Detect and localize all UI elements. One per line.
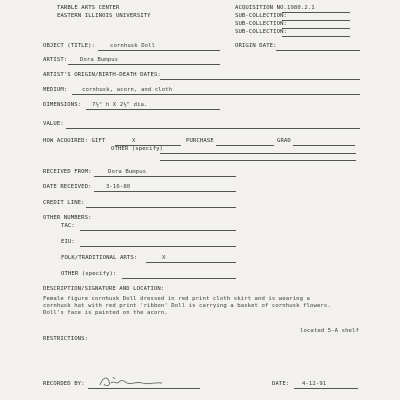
purchase-line bbox=[216, 145, 274, 146]
folk-traditional-value: X bbox=[162, 255, 166, 261]
dimensions-line bbox=[86, 109, 220, 110]
date-received-line bbox=[94, 191, 236, 192]
grad-line bbox=[293, 145, 355, 146]
sub-collection-label-1: SUB-COLLECTION: bbox=[235, 13, 288, 19]
recorded-by-label: RECORDED BY: bbox=[43, 381, 85, 387]
received-from-line bbox=[94, 176, 236, 177]
object-title-value: cornhusk Doll bbox=[110, 43, 156, 49]
other-numbers-label: OTHER NUMBERS: bbox=[43, 215, 92, 221]
date-value: 4-12-91 bbox=[302, 381, 327, 387]
purchase-label: PURCHASE bbox=[186, 138, 214, 144]
artist-origin-line bbox=[160, 79, 360, 80]
description-line-1: Female figure cornhusk Doll dressed in red print cloth skirt and is wearing a bbox=[43, 296, 311, 302]
description-line-3: Doll's face is painted on the acorn. bbox=[43, 310, 168, 316]
date-received-value: 3-16-80 bbox=[106, 184, 131, 190]
acquisition-label: ACQUISITION NO. bbox=[235, 5, 288, 11]
org-university: EASTERN ILLINOIS UNIVERSITY bbox=[57, 13, 151, 19]
other-specify-line bbox=[160, 153, 356, 154]
object-title-line bbox=[98, 50, 220, 51]
artist-origin-label: ARTIST'S ORIGIN/BIRTH-DEATH DATES: bbox=[43, 72, 161, 78]
gift-mark: X bbox=[132, 138, 136, 144]
medium-label: MEDIUM: bbox=[43, 87, 68, 93]
dimensions-value: 7½" h X 2½" dia. bbox=[92, 102, 148, 108]
sub-collection-line-1 bbox=[282, 20, 350, 21]
description-line-2: cornhusk hat with red print 'ribbon' Doll is carrying a basket of cornhusk flowers. bbox=[43, 303, 331, 309]
origin-date-line bbox=[276, 50, 360, 51]
received-from-label: RECEIVED FROM: bbox=[43, 169, 92, 175]
eiu-label: EIU: bbox=[61, 239, 75, 245]
restrictions-label: RESTRICTIONS: bbox=[43, 336, 89, 342]
grad-label: GRAD bbox=[277, 138, 291, 144]
acquisition-line bbox=[282, 12, 350, 13]
eiu-line bbox=[80, 246, 236, 247]
medium-line bbox=[72, 94, 360, 95]
origin-date-label: ORIGIN DATE: bbox=[235, 43, 277, 49]
artist-label: ARTIST: bbox=[43, 57, 68, 63]
medium-value: cornhusk, acorn, and cloth bbox=[82, 87, 173, 93]
dimensions-label: DIMENSIONS: bbox=[43, 102, 82, 108]
artist-value: Dora Bumpus bbox=[80, 57, 119, 63]
folk-traditional-line bbox=[146, 262, 236, 263]
tac-label: TAC: bbox=[61, 223, 75, 229]
sub-collection-line-3 bbox=[282, 36, 350, 37]
other-specify-label: OTHER (specify) bbox=[111, 146, 164, 152]
signature-icon bbox=[98, 373, 166, 389]
location-note: located 5-A shelf bbox=[300, 328, 359, 334]
tac-line bbox=[80, 230, 236, 231]
how-acquired-label: HOW ACQUIRED: GIFT bbox=[43, 138, 106, 144]
date-label: DATE: bbox=[272, 381, 290, 387]
acquisition-value: 1980.2.1 bbox=[287, 5, 315, 11]
sub-collection-label-2: SUB-COLLECTION: bbox=[235, 21, 288, 27]
org-name: TARBLE ARTS CENTER bbox=[57, 5, 120, 11]
sub-collection-label-3: SUB-COLLECTION: bbox=[235, 29, 288, 35]
object-title-label: OBJECT (TITLE): bbox=[43, 43, 96, 49]
description-label: DESCRIPTION/SIGNATURE AND LOCATION: bbox=[43, 286, 165, 292]
other-specify-line-2 bbox=[160, 160, 356, 161]
other-label: OTHER (specify): bbox=[61, 271, 117, 277]
artist-line bbox=[68, 64, 220, 65]
date-line bbox=[294, 388, 358, 389]
date-received-label: DATE RECEIVED: bbox=[43, 184, 92, 190]
sub-collection-line-2 bbox=[282, 28, 350, 29]
credit-line-line bbox=[86, 207, 236, 208]
received-from-value: Dora Bumpus bbox=[108, 169, 147, 175]
value-label: VALUE: bbox=[43, 121, 64, 127]
folk-traditional-label: FOLK/TRADITIONAL ARTS: bbox=[61, 255, 138, 261]
other-line bbox=[122, 278, 236, 279]
credit-line-label: CREDIT LINE: bbox=[43, 200, 85, 206]
value-line bbox=[66, 128, 360, 129]
